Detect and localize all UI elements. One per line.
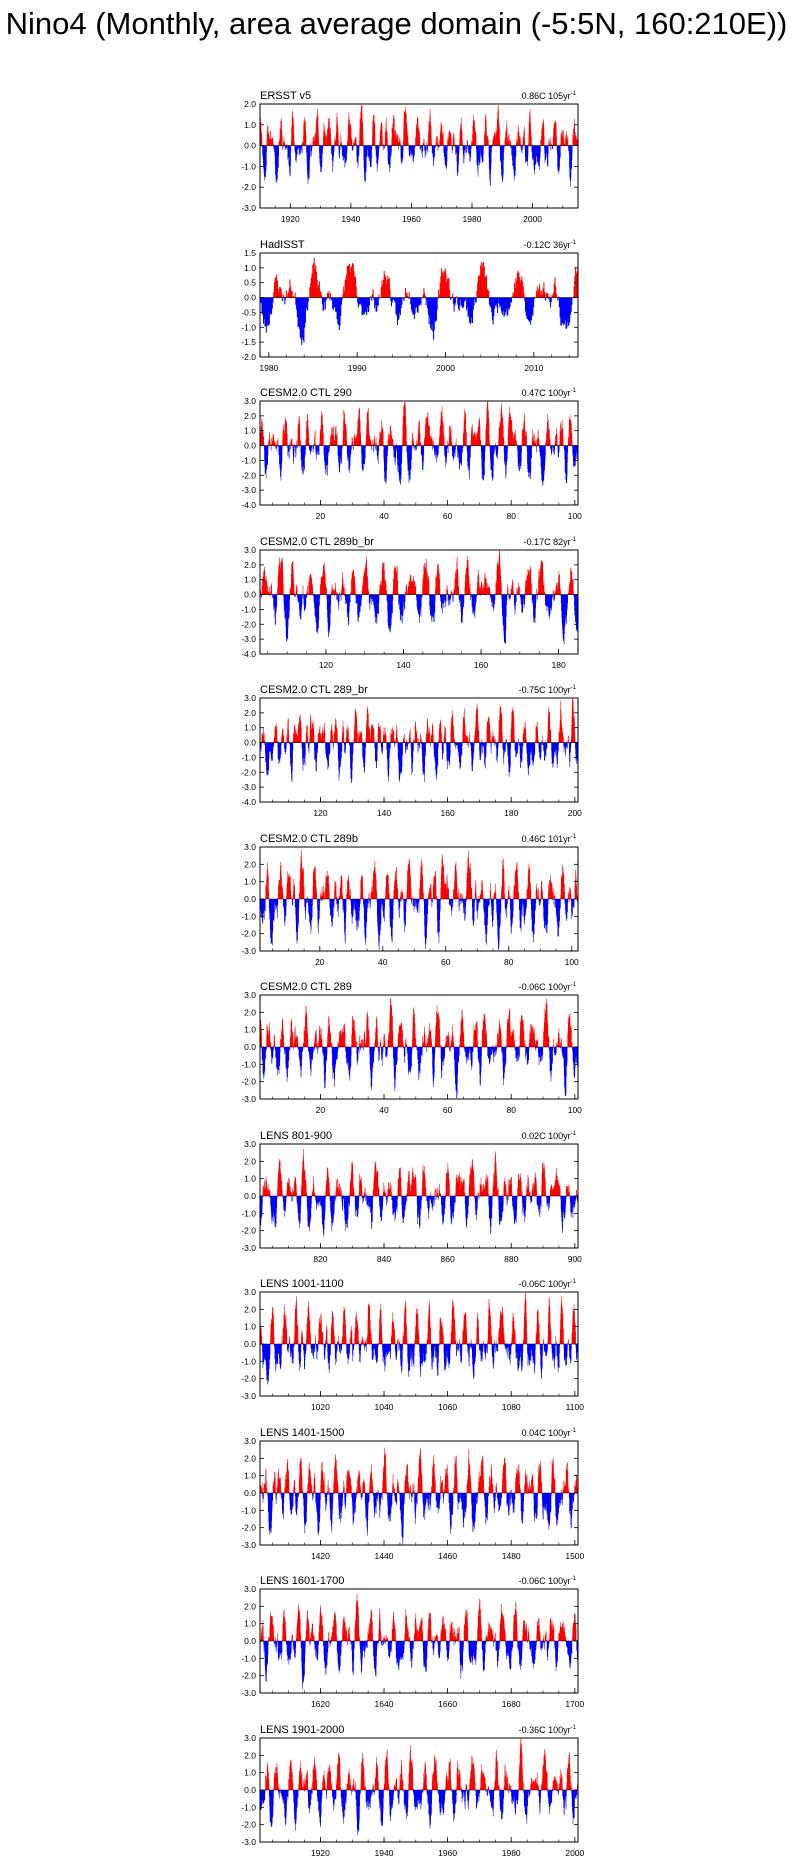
x-tick-label: 1980 [501,1847,521,1858]
panel-6 [0,823,793,971]
negative-anomaly-bars [262,146,578,187]
x-tick-label: 20 [315,1105,326,1115]
y-tick-label: 1.5 [244,247,256,258]
chart-svg [0,229,793,377]
chart-svg [0,823,793,971]
y-tick-label: -1.0 [241,1207,256,1218]
negative-anomaly-bars [260,1790,577,1835]
positive-anomaly-bars [260,550,574,594]
x-tick-label: 1440 [374,1550,394,1561]
y-tick-label: -3.0 [241,1242,256,1253]
bar-series [260,998,578,1098]
x-tick-label: 1980 [462,214,482,224]
x-tick-label: 200 [567,808,582,818]
x-tick-label: 100 [567,1105,582,1115]
y-tick-label: -1.0 [241,161,256,172]
positive-anomaly-bars [260,1293,576,1344]
y-tick-label: -2.0 [241,928,256,939]
x-tick-label: 860 [440,1253,455,1264]
x-tick-label: 2000 [523,214,543,224]
x-tick-label: 160 [473,659,489,670]
y-tick-label: 3.0 [244,841,256,852]
x-tick-label: 1980 [259,362,279,373]
x-tick-label: 2010 [524,362,544,373]
y-tick-label: -2.0 [241,1819,256,1830]
y-tick-label: 1.0 [244,119,256,130]
panel-3 [0,377,793,525]
y-tick-label: 0.0 [244,440,256,451]
positive-anomaly-bars [273,257,578,297]
y-tick-label: 2.0 [244,1452,256,1463]
panel-title: HadISST [260,238,305,251]
x-tick-label: 100 [564,956,579,967]
positive-anomaly-bars [265,1738,578,1789]
x-tick-label: 1480 [501,1550,521,1561]
y-tick-label: -2.0 [241,470,256,481]
y-tick-label: -3.0 [241,1539,256,1550]
y-tick-label: -3.0 [241,782,256,793]
y-tick-label: 3.0 [244,544,256,555]
x-tick-label: 1940 [341,214,361,224]
panel-12 [0,1714,793,1862]
y-tick-label: -3.0 [241,1836,256,1847]
trend-label: 0.04C $100yr^{-1}$ [521,1427,576,1438]
panel-title: LENS 1401-1500 [260,1426,345,1439]
y-tick-label: 0.0 [244,140,256,151]
bar-series [260,550,578,643]
y-tick-label: 2.0 [244,1601,256,1612]
negative-anomaly-bars [260,743,578,784]
y-tick-label: 0.0 [244,737,256,748]
bar-series [260,1594,578,1689]
x-tick-label: 100 [567,511,582,521]
chart-svg [0,377,793,525]
panel-10 [0,1417,793,1565]
x-tick-label: 60 [441,956,451,967]
x-tick-label: 60 [442,1105,453,1115]
x-tick-label: 1620 [310,1699,330,1709]
y-tick-label: 1.0 [244,1321,256,1332]
y-tick-label: -2.0 [241,767,256,778]
chart-svg [0,1120,793,1268]
y-tick-label: -1.0 [241,1356,256,1367]
y-tick-label: 0.0 [244,1339,256,1349]
y-tick-label: -2.0 [241,1373,256,1384]
trend-label: 0.46C $101yr^{-1}$ [521,833,576,844]
x-tick-label: 1100 [565,1402,584,1412]
y-tick-label: -1.0 [241,603,256,614]
y-tick-label: 0.0 [244,1190,256,1201]
y-tick-label: -2.0 [241,618,256,629]
x-tick-label: 20 [315,511,326,521]
panel-title: ERSST v5 [260,90,312,102]
y-tick-label: 2.0 [244,1749,256,1760]
y-tick-label: 0.0 [244,1636,256,1646]
trend-label: 0.86C $105yr^{-1}$ [521,91,576,101]
x-tick-label: 120 [313,808,328,818]
negative-anomaly-bars [262,1047,579,1098]
bar-series [260,699,578,783]
y-tick-label: 1.0 [244,1618,256,1629]
y-tick-label: 3.0 [244,1435,256,1446]
y-tick-label: -2.0 [241,1225,256,1236]
trend-label: -0.36C $100yr^{-1}$ [518,1724,576,1735]
y-tick-label: 0.5 [244,277,256,288]
positive-anomaly-bars [260,998,573,1047]
panel-5 [0,674,793,822]
y-tick-label: 0.0 [244,292,256,303]
x-tick-label: 160 [440,808,455,818]
y-tick-label: -0.5 [241,306,256,317]
bar-series [260,1148,578,1235]
y-tick-label: -3.0 [241,1688,256,1698]
bar-series [260,402,578,486]
x-tick-label: 1060 [438,1402,458,1412]
y-tick-label: -2.0 [241,1670,256,1681]
bar-series [260,1447,578,1543]
y-tick-label: 3.0 [244,1138,256,1149]
y-tick-label: 0.0 [244,1784,256,1795]
y-tick-label: 1.0 [244,722,256,733]
x-tick-label: 840 [376,1253,392,1264]
y-tick-label: -4.0 [241,500,256,510]
positive-anomaly-bars [260,1594,577,1641]
x-tick-label: 1640 [374,1699,394,1709]
y-tick-label: 1.0 [244,425,256,436]
x-tick-label: 140 [376,808,392,818]
x-tick-label: 1460 [438,1550,458,1561]
trend-label: 0.02C $100yr^{-1}$ [521,1130,576,1141]
negative-anomaly-bars [262,1344,578,1384]
positive-anomaly-bars [260,1447,578,1492]
x-tick-label: 20 [315,956,325,967]
y-tick-label: -3.0 [241,1094,256,1104]
x-tick-label: 820 [313,1253,328,1264]
positive-anomaly-bars [260,699,575,743]
y-tick-label: -3.0 [241,203,256,213]
x-tick-label: 80 [503,956,514,967]
x-tick-label: 1660 [438,1699,458,1709]
bar-series [260,1293,578,1384]
panel-title: CESM2.0 CTL 289b [260,832,359,845]
panel-1 [0,80,793,228]
x-tick-label: 2000 [436,362,455,373]
y-tick-label: 2.0 [244,858,256,869]
y-tick-label: -1.0 [241,752,256,763]
y-tick-label: -3.0 [241,1391,256,1401]
y-tick-label: 3.0 [244,1287,256,1297]
y-tick-label: 2.0 [244,99,256,109]
y-tick-label: -4.0 [241,648,256,659]
x-tick-label: 180 [551,659,566,670]
negative-anomaly-bars [260,297,573,344]
x-tick-label: 1940 [374,1847,394,1858]
panel-7 [0,971,793,1119]
y-tick-label: 0.0 [244,1487,256,1498]
y-tick-label: -1.0 [241,321,256,332]
y-tick-label: -1.0 [241,1504,256,1515]
chart-svg [0,1565,793,1713]
x-tick-label: 1990 [347,362,367,373]
x-tick-label: 60 [442,511,453,521]
x-tick-label: 80 [506,511,516,521]
panel-title: CESM2.0 CTL 289 [260,981,352,993]
positive-anomaly-bars [265,850,578,899]
trend-label: -0.75C $100yr^{-1}$ [518,685,576,695]
x-tick-label: 40 [379,1105,389,1115]
panel-11 [0,1565,793,1713]
panel-2 [0,229,793,377]
x-tick-label: 40 [378,956,388,967]
y-tick-label: 1.0 [244,262,256,273]
trend-label: 0.47C $100yr^{-1}$ [521,388,576,398]
chart-svg [0,971,793,1119]
chart-svg [0,674,793,822]
trend-label: -0.06C $100yr^{-1}$ [518,1576,576,1586]
panel-title: CESM2.0 CTL 289_br [260,684,368,696]
y-tick-label: 0.0 [244,1042,256,1052]
chart-svg [0,1268,793,1416]
panel-8 [0,1120,793,1268]
y-tick-label: 2.0 [244,1007,256,1018]
x-tick-label: 2000 [565,1847,585,1858]
y-tick-label: 0.0 [244,589,256,600]
chart-svg [0,80,793,228]
panel-title: LENS 1901-2000 [260,1723,345,1736]
bar-series [260,257,578,344]
x-tick-label: 1020 [310,1402,330,1412]
bar-series [260,1738,578,1834]
negative-anomaly-bars [261,1493,575,1544]
y-tick-label: 3.0 [244,1584,256,1594]
y-tick-label: 0.0 [244,893,256,904]
x-tick-label: 1040 [374,1402,394,1412]
y-tick-label: 3.0 [244,990,256,1000]
y-tick-label: -2.0 [241,1076,256,1087]
x-tick-label: 40 [379,511,389,521]
trend-label: -0.06C $100yr^{-1}$ [518,982,576,992]
y-tick-label: 2.0 [244,410,256,421]
panel-title: CESM2.0 CTL 290 [260,387,352,399]
y-tick-label: 3.0 [244,396,256,406]
panel-title: CESM2.0 CTL 289b_br [260,535,374,548]
chart-svg [0,1417,793,1565]
negative-anomaly-bars [260,899,578,950]
panel-9 [0,1268,793,1416]
x-tick-label: 120 [318,659,334,670]
trend-label: -0.17C $82yr^{-1}$ [523,536,576,547]
y-tick-label: -2.0 [241,182,256,193]
y-tick-label: -1.5 [241,336,256,347]
y-tick-label: -3.0 [241,633,256,644]
y-tick-label: 1.0 [244,876,256,887]
x-tick-label: 1080 [501,1402,521,1412]
panel-title: LENS 801-900 [260,1129,333,1142]
y-tick-label: 2.0 [244,1155,256,1166]
y-tick-label: -2.0 [241,1522,256,1533]
y-tick-label: 3.0 [244,693,256,703]
y-tick-label: 3.0 [244,1732,256,1743]
figure-title: Nino4 (Monthly, area average domain (-5:5N, 160:210E)) [5,6,788,41]
y-tick-label: -1.0 [241,1801,256,1812]
panel-title: LENS 1601-1700 [260,1575,345,1587]
trend-label: -0.06C $100yr^{-1}$ [518,1279,576,1289]
negative-anomaly-bars [261,1641,579,1689]
y-tick-label: -3.0 [241,945,256,956]
panel-4 [0,526,793,674]
y-tick-label: 2.0 [244,1304,256,1315]
positive-anomaly-bars [260,105,578,146]
bar-series [260,850,578,950]
y-tick-label: -4.0 [241,797,256,807]
x-tick-label: 1960 [401,214,421,224]
y-tick-label: -1.0 [241,1653,256,1664]
x-tick-label: 80 [506,1105,516,1115]
x-tick-label: 1680 [501,1699,521,1709]
x-tick-label: 1500 [565,1550,585,1561]
positive-anomaly-bars [260,402,572,446]
negative-anomaly-bars [264,446,578,486]
negative-anomaly-bars [260,1196,578,1236]
x-tick-label: 140 [396,659,411,670]
x-tick-label: 900 [567,1253,582,1264]
positive-anomaly-bars [262,1148,578,1195]
y-tick-label: 2.0 [244,559,256,570]
x-tick-label: 1420 [310,1550,330,1561]
trend-label: -0.12C $36yr^{-1}$ [523,239,576,250]
chart-svg [0,526,793,674]
y-tick-label: -1.0 [241,455,256,466]
y-tick-label: -3.0 [241,485,256,496]
x-tick-label: 180 [504,808,519,818]
x-tick-label: 1920 [310,1847,330,1858]
panel-title: LENS 1001-1100 [260,1278,344,1290]
y-tick-label: 2.0 [244,707,256,718]
chart-svg [0,1714,793,1862]
negative-anomaly-bars [261,594,579,644]
y-tick-label: 1.0 [244,574,256,585]
y-tick-label: 1.0 [244,1767,256,1778]
y-tick-label: 1.0 [244,1024,256,1035]
x-tick-label: 880 [504,1253,519,1264]
y-tick-label: -2.0 [241,351,256,362]
y-tick-label: 1.0 [244,1470,256,1481]
x-tick-label: 1700 [565,1699,585,1709]
y-tick-label: 1.0 [244,1173,256,1184]
x-tick-label: 1960 [438,1847,458,1858]
y-tick-label: -1.0 [241,1059,256,1070]
y-tick-label: -1.0 [241,910,256,921]
x-tick-label: 1920 [280,214,300,224]
